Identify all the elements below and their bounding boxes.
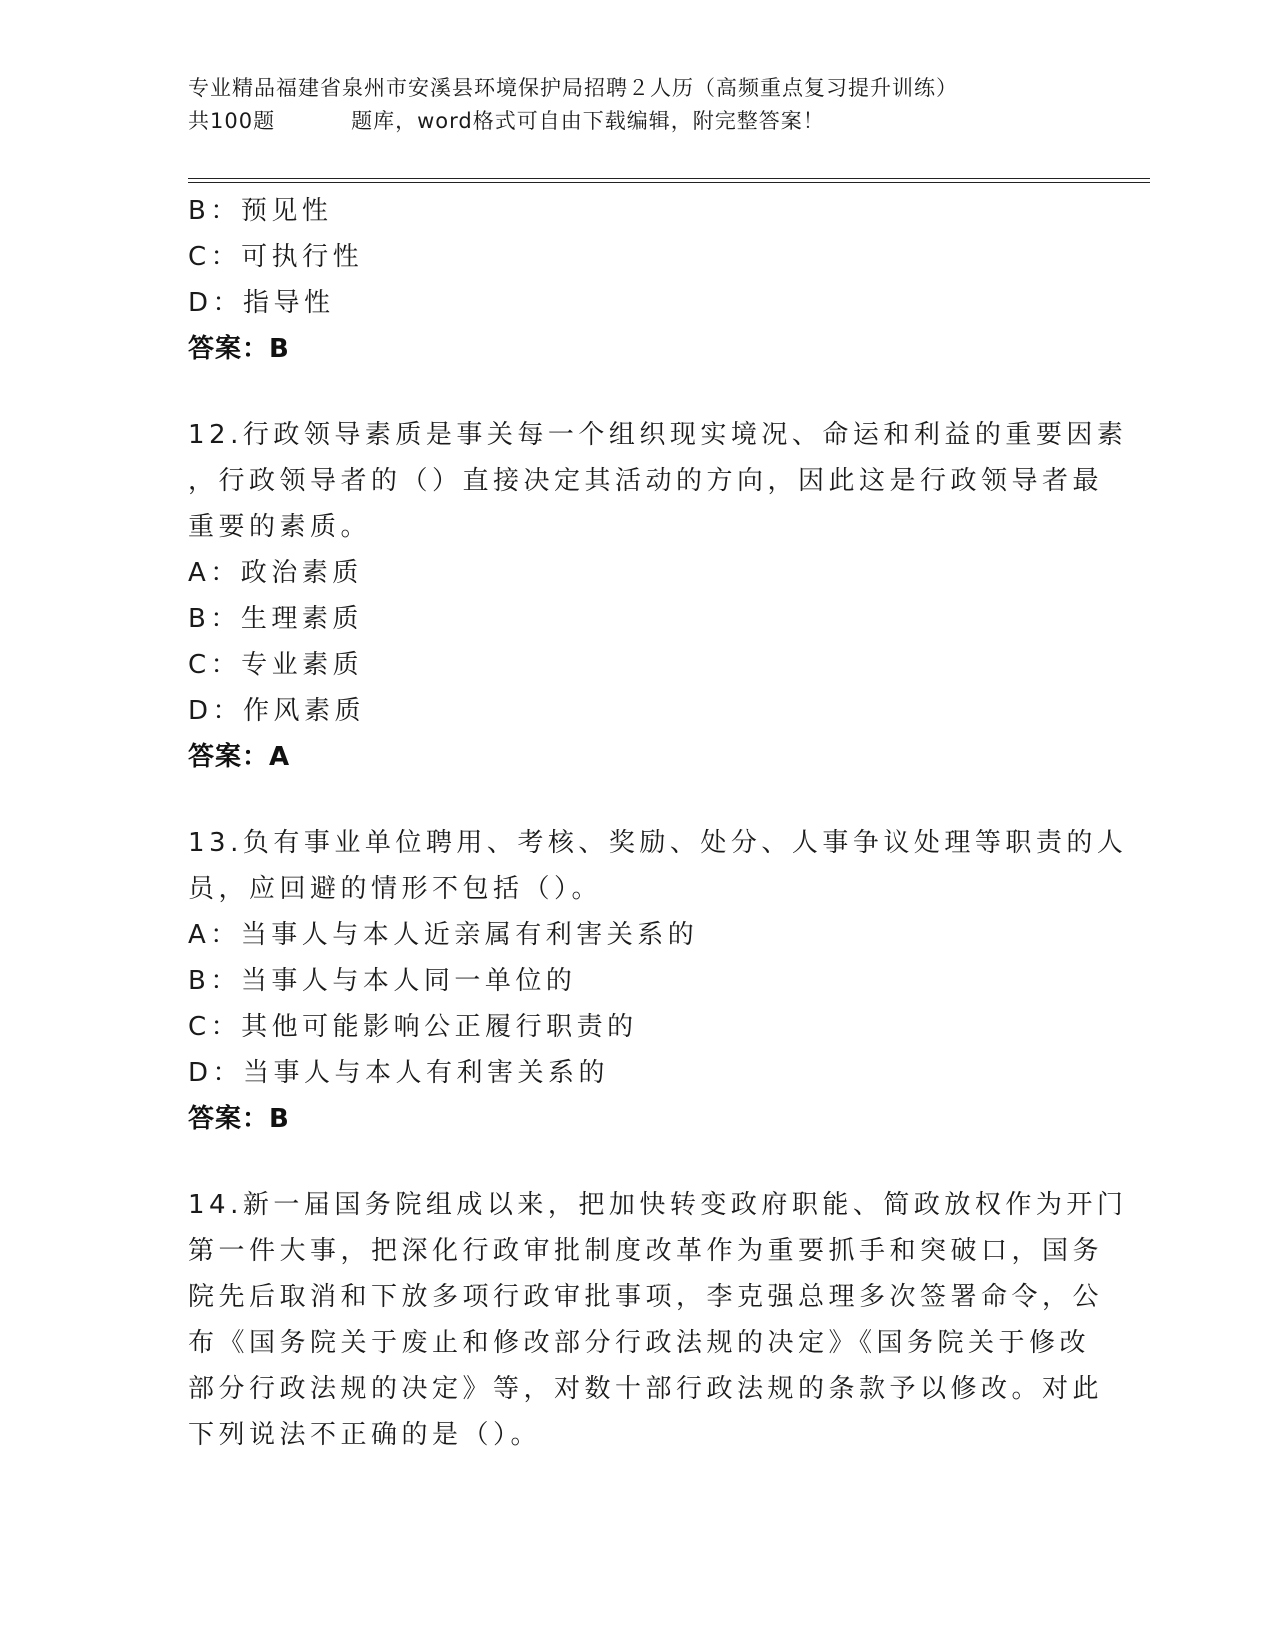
option-a: A：当事人与本人近亲属有利害关系的 bbox=[188, 920, 699, 950]
option-b: B：预见性 bbox=[188, 196, 333, 226]
answer-line: 答案：B bbox=[188, 1104, 290, 1134]
header-description: 题库，word格式可自由下载编辑，附完整答案！ bbox=[351, 109, 825, 133]
question-text-line: 下列说法不正确的是（）。 bbox=[188, 1420, 542, 1450]
question-text-line: 14.新一届国务院组成以来，把加快转变政府职能、简政放权作为开门 bbox=[188, 1190, 1128, 1220]
option-a: A：政治素质 bbox=[188, 558, 363, 588]
document-body bbox=[188, 188, 1128, 1458]
option-c: C：可执行性 bbox=[188, 242, 364, 272]
answer-line: 答案：A bbox=[188, 742, 291, 772]
question-text-line: 13.负有事业单位聘用、考核、奖励、处分、人事争议处理等职责的人 bbox=[188, 828, 1128, 858]
question-text-line: 12.行政领导素质是事关每一个组织现实境况、命运和利益的重要因素 bbox=[188, 420, 1128, 450]
option-b: B：当事人与本人同一单位的 bbox=[188, 966, 577, 996]
question-text-line: 布《国务院关于废止和修改部分行政法规的决定》《国务院关于修改 bbox=[188, 1328, 1091, 1358]
option-c: C：专业素质 bbox=[188, 650, 364, 680]
question-text-line: ，行政领导者的（）直接决定其活动的方向，因此这是行政领导者最 bbox=[188, 466, 1104, 496]
question-11-tail bbox=[188, 188, 1068, 372]
header-title-line: 专业精品福建省泉州市安溪县环境保护局招聘２人历（高频重点复习提升训练） bbox=[188, 76, 958, 100]
question-text-line: 部分行政法规的决定》等，对数十部行政法规的条款予以修改。对此 bbox=[188, 1374, 1104, 1404]
question-12 bbox=[188, 412, 1128, 780]
header-divider-top bbox=[188, 178, 1150, 179]
answer-line: 答案：B bbox=[188, 334, 290, 364]
option-d: D：作风素质 bbox=[188, 696, 366, 726]
option-d: D：指导性 bbox=[188, 288, 335, 318]
document-header bbox=[188, 72, 1068, 138]
header-divider-bottom bbox=[188, 182, 1150, 183]
question-13 bbox=[188, 820, 1128, 1142]
option-c: C：其他可能影响公正履行职责的 bbox=[188, 1012, 638, 1042]
question-14 bbox=[188, 1182, 1128, 1458]
header-question-count: 共100题 bbox=[188, 109, 276, 133]
question-text-line: 员，应回避的情形不包括（）。 bbox=[188, 874, 603, 904]
option-b: B：生理素质 bbox=[188, 604, 363, 634]
header-subtitle-line bbox=[188, 105, 1068, 138]
option-d: D：当事人与本人有利害关系的 bbox=[188, 1058, 610, 1088]
question-text-line: 重要的素质。 bbox=[188, 512, 372, 542]
question-text-line: 院先后取消和下放多项行政审批事项，李克强总理多次签署命令，公 bbox=[188, 1282, 1104, 1312]
question-text-line: 第一件大事，把深化行政审批制度改革作为重要抓手和突破口，国务 bbox=[188, 1236, 1104, 1266]
